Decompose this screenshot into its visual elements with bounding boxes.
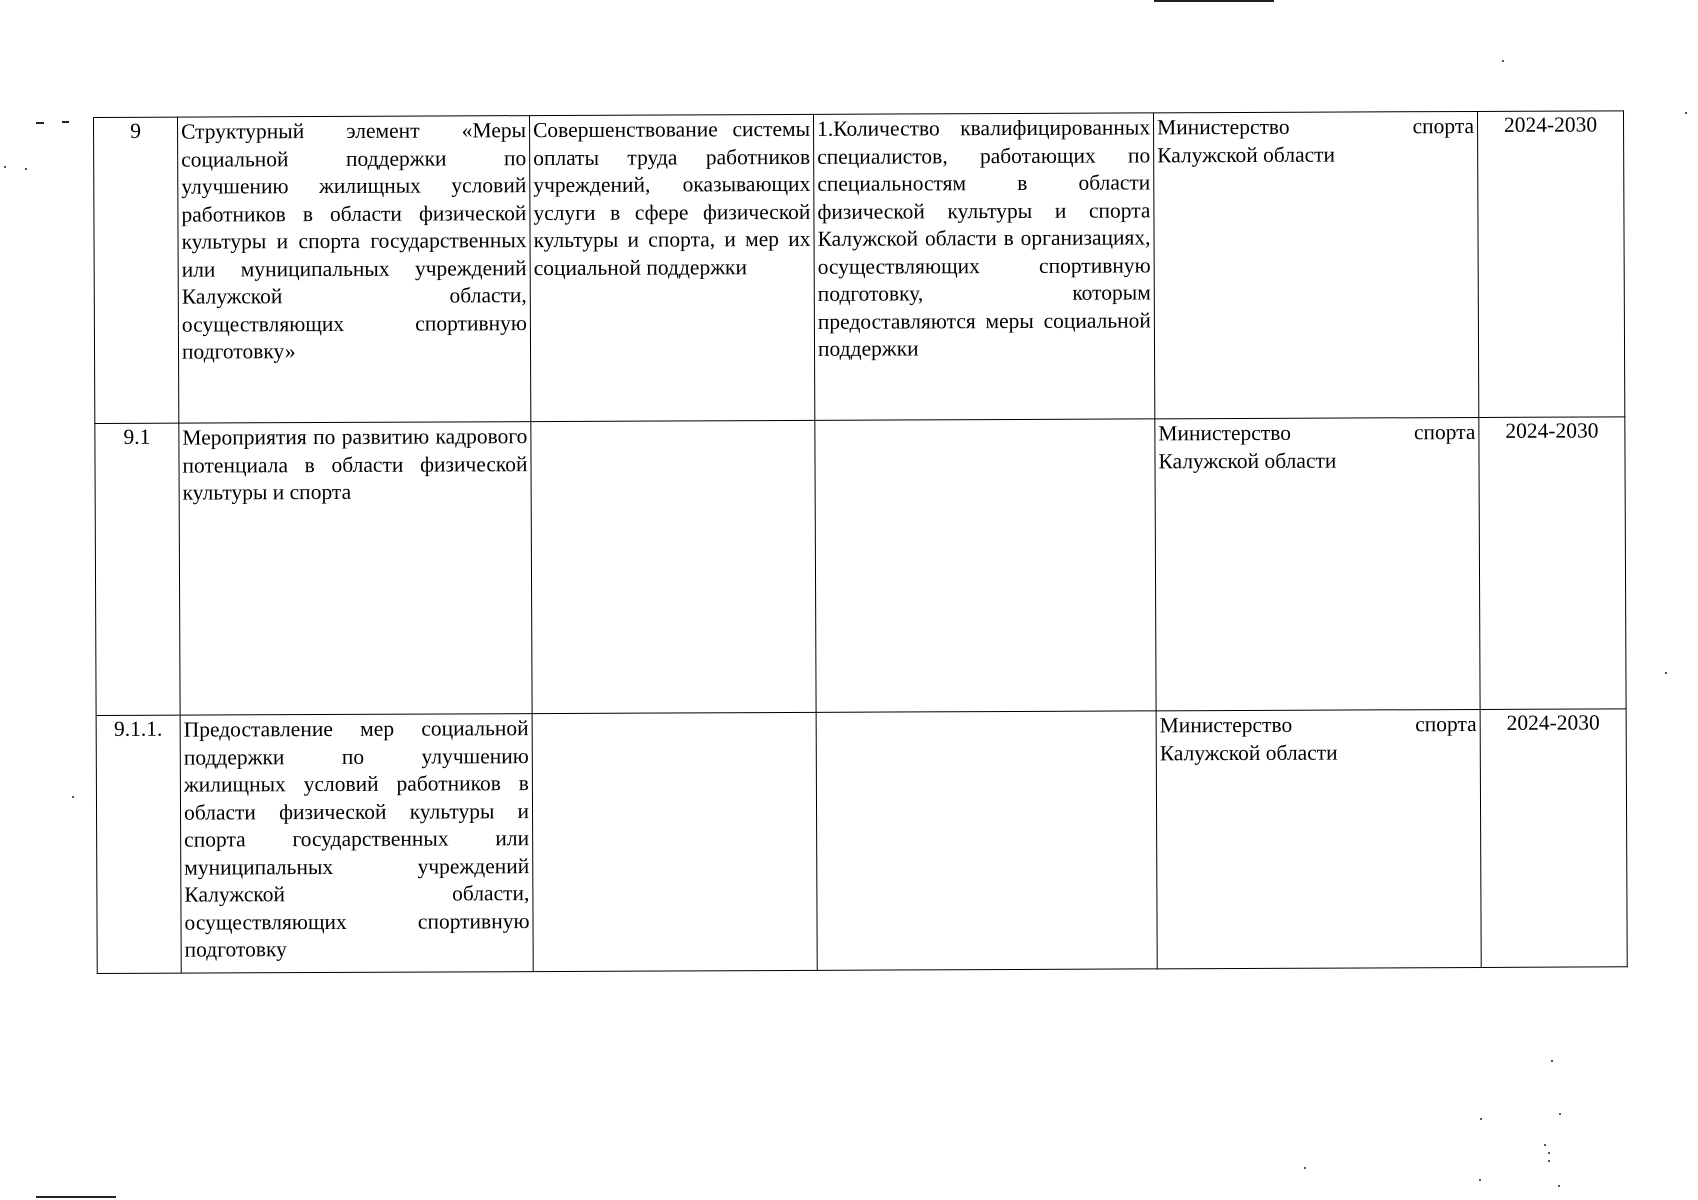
element-name: Структурный элемент «Меры социальной поддержки по улучшению жилищных условий работников в области физической культуры и спорта государственных или муниципальных учреждений Калужской области, осуществляющих спортивную подготовку»	[181, 118, 527, 364]
task-cell	[532, 712, 817, 971]
row-number: 9.1.1.	[96, 715, 181, 973]
program-table	[93, 110, 1628, 974]
responsible-word-2: спорта	[1413, 419, 1476, 445]
table-row	[94, 111, 1625, 424]
element-name: Мероприятия по развитию кадрового потенциала в области физической культуры и спорта	[182, 424, 528, 505]
responsible-executor	[1158, 419, 1475, 475]
scan-mark	[36, 1196, 116, 1198]
scan-mark	[1154, 0, 1274, 2]
scan-speck	[4, 166, 6, 168]
task-text	[536, 714, 813, 715]
responsible-word-1: Министерство	[1157, 114, 1290, 140]
scan-speck	[25, 168, 27, 170]
responsible-executor	[1160, 711, 1477, 767]
scan-speck	[1502, 60, 1504, 62]
task-cell	[529, 114, 814, 421]
element-name-cell	[180, 714, 533, 974]
scan-speck	[1551, 1060, 1553, 1062]
indicator-text: 1.Количество квалифицированных специалистов, работающих по специальностям в области физической культуры и спорта Калужской области в организациях, осуществляющих спортивную подготовку, которым предоставляются меры социальной поддержки	[817, 115, 1151, 361]
scan-speck	[1548, 1160, 1550, 1162]
scan-speck	[1558, 1185, 1560, 1187]
scan-mark	[62, 121, 69, 123]
responsible-word-1: Министерство	[1159, 712, 1293, 738]
scan-speck	[1548, 1152, 1550, 1154]
element-name: Предоставление мер социальной поддержки по улучшению жилищных условий работников в области физической культуры и спорта государственных или муниципальных учреждений Калужской области, осуществляющих спортивную подготовку	[183, 716, 530, 962]
indicator-cell	[813, 113, 1154, 420]
scan-speck	[1665, 672, 1667, 674]
scan-speck	[1685, 112, 1687, 114]
responsible-line-2: Калужской области	[1159, 740, 1338, 765]
responsible-cell	[1156, 709, 1481, 968]
indicator-cell	[816, 711, 1157, 970]
task-text: Совершенствование системы оплаты труда работников учреждений, оказывающих услуги в сфере физической культуры и спорта, и мер их социальной поддержки	[533, 116, 811, 280]
task-text	[534, 422, 811, 423]
responsible-executor	[1157, 113, 1474, 169]
responsible-cell	[1155, 417, 1480, 710]
responsible-cell	[1153, 111, 1478, 418]
responsible-word-1: Министерство	[1158, 420, 1292, 446]
responsible-line-2: Калужской области	[1157, 142, 1336, 167]
years-cell: 2024-2030	[1477, 111, 1624, 418]
indicator-cell	[815, 419, 1156, 712]
scan-speck	[1544, 1144, 1546, 1146]
scan-speck	[72, 796, 74, 798]
scan-speck	[1479, 1179, 1481, 1181]
scan-speck	[1559, 1113, 1561, 1115]
table-row	[96, 709, 1627, 974]
years-cell: 2024-2030	[1479, 417, 1626, 710]
responsible-word-2: спорта	[1412, 113, 1475, 139]
element-name-cell	[179, 422, 532, 716]
years-cell: 2024-2030	[1480, 709, 1627, 968]
indicator-text	[820, 712, 1153, 713]
responsible-word-2: спорта	[1415, 711, 1477, 737]
scan-mark	[36, 122, 44, 124]
responsible-line-2: Калужской области	[1158, 448, 1337, 473]
element-name-cell	[178, 116, 531, 424]
task-cell	[531, 420, 816, 713]
table-row	[95, 417, 1626, 716]
indicator-text	[818, 420, 1151, 421]
scan-speck	[1480, 1118, 1482, 1120]
row-number: 9.1	[95, 423, 180, 715]
scan-speck	[1304, 1167, 1306, 1169]
row-number: 9	[94, 117, 179, 423]
